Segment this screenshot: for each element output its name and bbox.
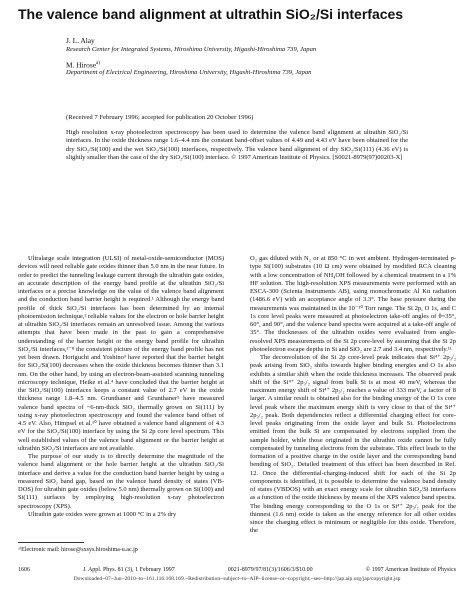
author-hirose-footnote-mark: a) (95, 61, 100, 66)
author-hirose (66, 59, 100, 69)
right-column (250, 255, 456, 536)
author-alay: J. L. Alay (66, 36, 95, 45)
affiliation-ee: Department of Electrical Engineering, Hiroshima University, Higashi-Hiroshima 739, Japan (66, 69, 312, 76)
left-paragraph-3: Ultrathin gate oxides were grown at 1000 °C in a 2% dry (28, 510, 177, 518)
download-notice: Downloaded~07~Jun~2010~to~161.116.168.169.~Redistribution~subject~to~AIP~license~or~copyright;~see~http://jap.aip.org/jap/copyright.jsp (73, 576, 401, 582)
received-dates: (Received 7 February 1996; accepted for publication 20 October 1996) (66, 114, 254, 121)
copyright: © 1997 American Institute of Physics (365, 567, 456, 573)
page-number: 1606 (18, 567, 30, 573)
left-paragraph-2: The purpose of our study is to directly determine the magnitude of the valence band alignment or the hole barrier height at the ultrathin SiO₂/Si interface and derive a value for the conduction band barrier height by using a measured SiO₂ band gap, based on the valence band density of states (VB-DOS) for ultrathin gate oxides (below 5.0 nm) thermally grown on Si(100) and Si(111) surfaces by employing high-resolution x-ray photoelectron spectroscopy (XPS). (18, 453, 224, 510)
right-paragraph-1: O₂ gas diluted with N₂ or at 850 °C in wet ambient. Hydrogen-terminated p-type Si(100) substrates (10 Ω cm) were obtained by modified RCA cleaning with a low concentration of NH₄OH followed by a chemical treatment in a 1% HF solution. The high-resolution XPS measurements were performed with an ESCA-300 (Scienta Instruments AB), using monochromatic Al Kα radiation (1486.6 eV) with an acceptance angle of 3.3°. The base pressure during the measurements was maintained in the 10⁻¹⁰ Torr range. The Si 2p, O 1s, and C 1s core level peaks were measured at photoelectron take-off angles of θ=35°, 60°, and 90°, and the valence band spectra were acquired at a take-off angle of 35°. The thicknesses of the ultrathin oxides were evaluated from angle-resolved XPS measurements of the Si 2p core-level by assuming that the Si 2p photoelectron escape depths in Si and SiO₂ are 2.7 and 3.4 nm, respectively.¹¹ (250, 255, 456, 353)
paper-title: The valence band alignment at ultrathin SiO₂/Si interfaces (18, 6, 404, 22)
article-code: 0021-8979/97/81(3)/1606/3/$10.00 (227, 567, 313, 573)
abstract: High resolution x-ray photoelectron spectroscopy has been used to determine the valence band alignment at ultrathin SiO₂/Si interfaces. In the oxide thickness range 1.6–4.4 nm the constant band-offset values of 4.49 and 4.43 eV have been obtained for the dry SiO₂/Si(100) and the wet SiO₂/Si(100) interfaces, respectively. The valence band alignment of dry SiO₂/Si(111) (4.36 eV) is slightly smaller than the case of the dry SiO₂/Si(100) interface. © 1997 American Institute of Physics. [S0021-8979(97)00203-X] (66, 129, 408, 162)
affiliation-rcis: Research Center for Integrated Systems, Hiroshima University, Higashi-Hiroshima 739, Japan (66, 46, 317, 53)
right-paragraph-2: The deconvolution of the Si 2p core-level peak indicates that Si⁴⁺ 2p₃/₂ peak arising from SiO₂ shifts towards higher binding energies and O 1s also exhibits a similar shift when the oxide thickness increases. The observed peak shift of the Si⁴⁺ 2p₃/₂ signal from bulk Si is at most 40 meV, whereas the maximum energy shift of Si⁴⁺ 2p₃/₂ reaches a value of 333 meV, a factor of 8 larger. A similar result is obtained also for the binding energy of the O 1s core level peak where the maximum energy shift is very close to that of the Si⁴⁺ 2p₃/₂ peak. Both dependencies reflect a differential charging effect for core-level peaks originating from the oxide layer and bulk Si. Photoelectrons emitted from the bulk Si are compensated by electrons supplied from the sample holder, while those originated in the ultrathin oxide cannot be fully compensated by tunneling electrons from the substrate. This effect leads to the formation of a positive charge in the oxide layer and the corresponding band bending of SiO₂. Detailed treatment of this effect has been described in Ref. 12. Once the differential-charging-induced shift for each of the Si 2p components is identified, it is possible to determine the valence band density of states (VBDOS) with an exact energy scale for ultrathin SiO₂/Si interfaces as a function of the oxide thickness by means of the XPS valence band spectra. The binding energy corresponding to the O 1s or Si⁴⁺ 2p₃/₂ peak for the thinnest (1.6 nm) oxide is taken as the energy reference for all other oxides since the charging effect is minimum or negligible for this oxide. Therefore, the (250, 354, 456, 535)
page-footer (18, 566, 456, 574)
journal-citation: J. Appl. Phys. 81 (3), 1 February 1997 (82, 567, 175, 573)
footnote-divider (18, 542, 84, 543)
left-paragraph-1: Ultralarge scale integration (ULSI) of metal-oxide-semiconductor (MOS) devices will need reliable gate oxides thinner than 5.0 nm in the near future. In order to predict the tunneling leakage current through the ultrathin gate oxides, an accurate description of the energy band profile at the ultrathin SiO₂/Si interfaces or a precise knowledge on the value of the valence band alignment and the conduction band barrier height is required.¹ Although the energy band profile of thick SiO₂/Si interfaces has been determined by an internal photoemission technique,² reliable values for the electron or hole barrier height at ultrathin SiO₂/Si interfaces remain an unresolved issue. Among the various attempts that have been made in the past to gain a comprehensive understanding of the barrier height or the energy band profile for ultrathin SiO₂/Si interfaces,³⁻⁸ the consistent picture of the energy band profile has not yet been drawn. Horiguchi and Yoshino³ have reported that the barrier height for SiO₂/Si(100) decreases when the oxide thickness becomes thinner than 3.1 nm. On the other hand, by using an electron-beam-assisted scanning tunneling microscopy technique, Heike et al.⁴ have concluded that the barrier height at the SiO₂/Si(100) interfaces keeps a constant value of 2.7 eV in the oxide thickness range 1.8–4.5 nm. Grunthaner and Grunthaner⁵ have measured valence band spectra of ~6-nm-thick SiO₂ thermally grown on Si(111) by using x-ray photoelectron spectroscopy and found the valence band offset of 4.5 eV. Also, Himpsel et al.¹⁰ have obtained a valence band alignment of 4.3 eV for the SiO₂/Si(100) interface by using the Si 2p core level spectrum. This well established values of the valence band alignment or the barrier height at ultrathin SiO₂/Si interfaces are not available. (18, 255, 224, 452)
left-column (18, 255, 224, 519)
author-hirose-name: M. Hirose (66, 60, 96, 70)
footnote-email: ᵃ⁾Electronic mail: hirose@sxsys.hiroshima-u.ac.jp (18, 547, 138, 553)
